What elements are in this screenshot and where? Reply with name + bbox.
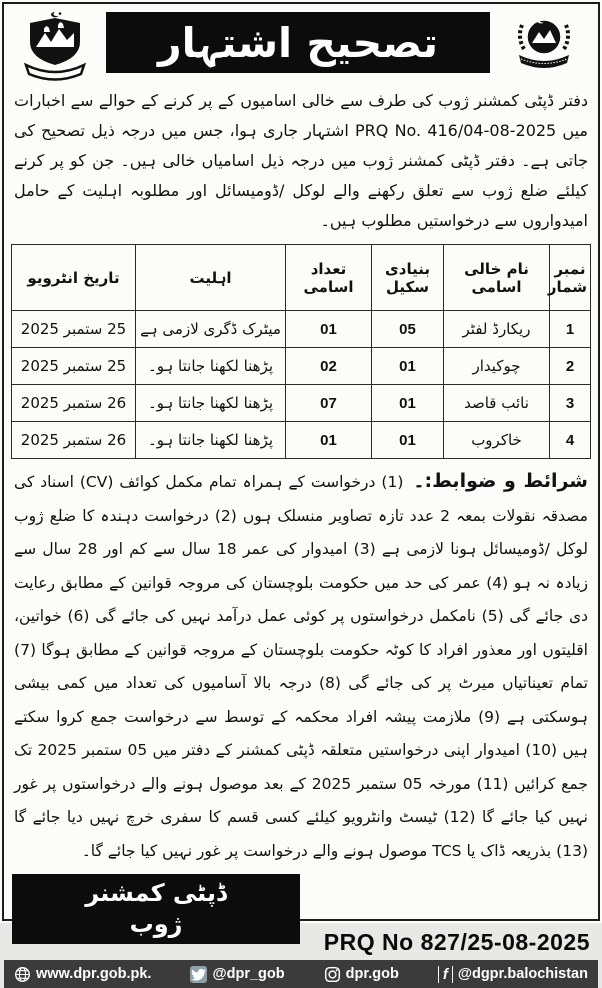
ad-title: تصحیح اشتہار: [157, 18, 439, 67]
facebook-icon: f: [438, 966, 453, 983]
cell-post: ریکارڈ لفٹر: [444, 311, 550, 348]
col-serial-no: نمبر شمار: [550, 245, 591, 311]
cell-interview-date: 26 ستمبر 2025: [12, 385, 136, 422]
signature-location: ژوب: [129, 910, 183, 938]
cell-scale: 01: [372, 422, 444, 459]
cell-count: 07: [286, 385, 372, 422]
cell-post: چوکیدار: [444, 348, 550, 385]
table-row: [12, 385, 591, 422]
prq-number: PRQ No 827/25-08-2025: [323, 929, 590, 955]
cell-serial: 1: [550, 311, 591, 348]
intro-paragraph: دفتر ڈپٹی کمشنر ژوب کی طرف سے خالی اسامیوں کے پر کرنے کے حوالے سے اخبارات میں PRQ No. 416/04-08-2025 اشتہار جاری ہوا، جس میں درجہ ذیل تصحیح کی جاتی ہے۔ دفتر ڈپٹی کمشنر ژوب میں درجہ ذیل اسامیاں خالی ہیں۔ جن کو پر کرنے کیلئے ضلع ژوب سے تعلق رکھنے والے لوکل /ڈومیسائل اور مطلوبہ اہلیت کے حامل امیدواروں سے درخواستیں مطلوب ہیں۔: [14, 91, 588, 230]
col-post-count: تعداد اسامی: [286, 245, 372, 311]
cell-interview-date: 26 ستمبر 2025: [12, 422, 136, 459]
cell-eligibility: پڑھنا لکھنا جانتا ہو۔: [136, 422, 286, 459]
ad-title-band: [106, 12, 490, 73]
cell-serial: 3: [550, 385, 591, 422]
col-eligibility: اہلیت: [136, 245, 286, 311]
header: [4, 4, 598, 82]
instagram-icon: [324, 966, 341, 983]
terms-heading: شرائط و ضوابط:۔: [413, 470, 588, 492]
table-row: [12, 311, 591, 348]
cell-post: نائب قاصد: [444, 385, 550, 422]
table-row: [12, 422, 591, 459]
footer: [4, 868, 598, 960]
social-bar: [4, 960, 598, 988]
signature-box: [12, 874, 300, 944]
instagram-link[interactable]: [324, 966, 399, 983]
col-interview-date: تاریخ انٹرویو: [12, 245, 136, 311]
cell-post: خاکروب: [444, 422, 550, 459]
cell-serial: 4: [550, 422, 591, 459]
col-basic-scale: بنیادی سکیل: [372, 245, 444, 311]
cell-scale: 01: [372, 348, 444, 385]
twitter-label: @dpr_gob: [212, 966, 285, 982]
cell-count: 01: [286, 311, 372, 348]
twitter-icon: [190, 966, 207, 983]
website-label: www.dpr.gob.pk.: [36, 966, 152, 982]
ad-frame: [2, 2, 600, 983]
cell-scale: 05: [372, 311, 444, 348]
signature-title: ڈپٹی کمشنر: [85, 879, 227, 907]
cell-serial: 2: [550, 348, 591, 385]
cell-eligibility: پڑھنا لکھنا جانتا ہو۔: [136, 385, 286, 422]
table-row: [12, 348, 591, 385]
globe-icon: [14, 966, 31, 983]
col-post-name: نام خالی اسامی: [444, 245, 550, 311]
cell-interview-date: 25 ستمبر 2025: [12, 311, 136, 348]
instagram-label: dpr.gob: [345, 966, 399, 982]
website-link[interactable]: [14, 966, 151, 983]
cell-scale: 01: [372, 385, 444, 422]
cell-count: 01: [286, 422, 372, 459]
cell-eligibility: پڑھنا لکھنا جانتا ہو۔: [136, 348, 286, 385]
facebook-label: @dgpr.balochistan: [457, 966, 588, 982]
table-header-row: [12, 245, 591, 311]
facebook-link[interactable]: [438, 966, 588, 983]
cell-eligibility: میٹرک ڈگری لازمی ہے: [136, 311, 286, 348]
balochistan-emblem-icon: [10, 9, 100, 81]
dpr-emblem-icon: [496, 9, 592, 81]
vacancies-table: [11, 244, 591, 459]
cell-interview-date: 25 ستمبر 2025: [12, 348, 136, 385]
terms-body: (1) درخواست کے ہمراہ تمام مکمل کوائف (CV) اسناد کی مصدقہ نقولات بمعہ 2 عدد تازہ تصاویر منسلک ہوں (2) درخواست دہندہ کا ضلع ژوب لوکل /ڈومیسائل ہونا لازمی ہے (3) امیدوار کی عمر 18 سال سے کم اور 28 سال سے زیادہ نہ ہو (4) عمر کی حد میں حکومت بلوچستان کی مروجہ قوانین کے مطابق رعایت دی جائے گی (5) نامکمل درخواستوں پر کوئی عمل درآمد نہیں کی جائے گی (6) خواتین، اقلیتوں اور معذور افراد کا کوٹہ حکومت بلوچستان کے مروجہ قوانین کے مطابق ہوگا (7) تمام تعیناتیاں میرٹ پر کی جائے گی (8) درجہ بالا آسامیوں کی تعداد میں کمی بیشی ہوسکتی ہے (9) ملازمت پیشہ افراد محکمہ کے توسط سے درخواست جمع کروا سکتے ہیں (10) امیدوار اپنی درخواستیں متعلقہ ڈپٹی کمشنر کے دفتر میں 05 ستمبر 2025 تک جمع کرائیں (11) مورخہ 05 ستمبر 2025 کے بعد موصول ہونے والے درخواستوں پر غور نہیں کیا جائے گا (12) ٹیسٹ وانٹرویو کیلئے کسی قسم کا سفری خرچ نہیں دیا جائے گا (13) بذریعہ ڈاک یا TCS موصول ہونے والے درخواست پر غور نہیں کیا جائے گا۔: [14, 473, 589, 860]
twitter-link[interactable]: [190, 966, 284, 983]
cell-count: 02: [286, 348, 372, 385]
terms-paragraph: [4, 459, 598, 868]
